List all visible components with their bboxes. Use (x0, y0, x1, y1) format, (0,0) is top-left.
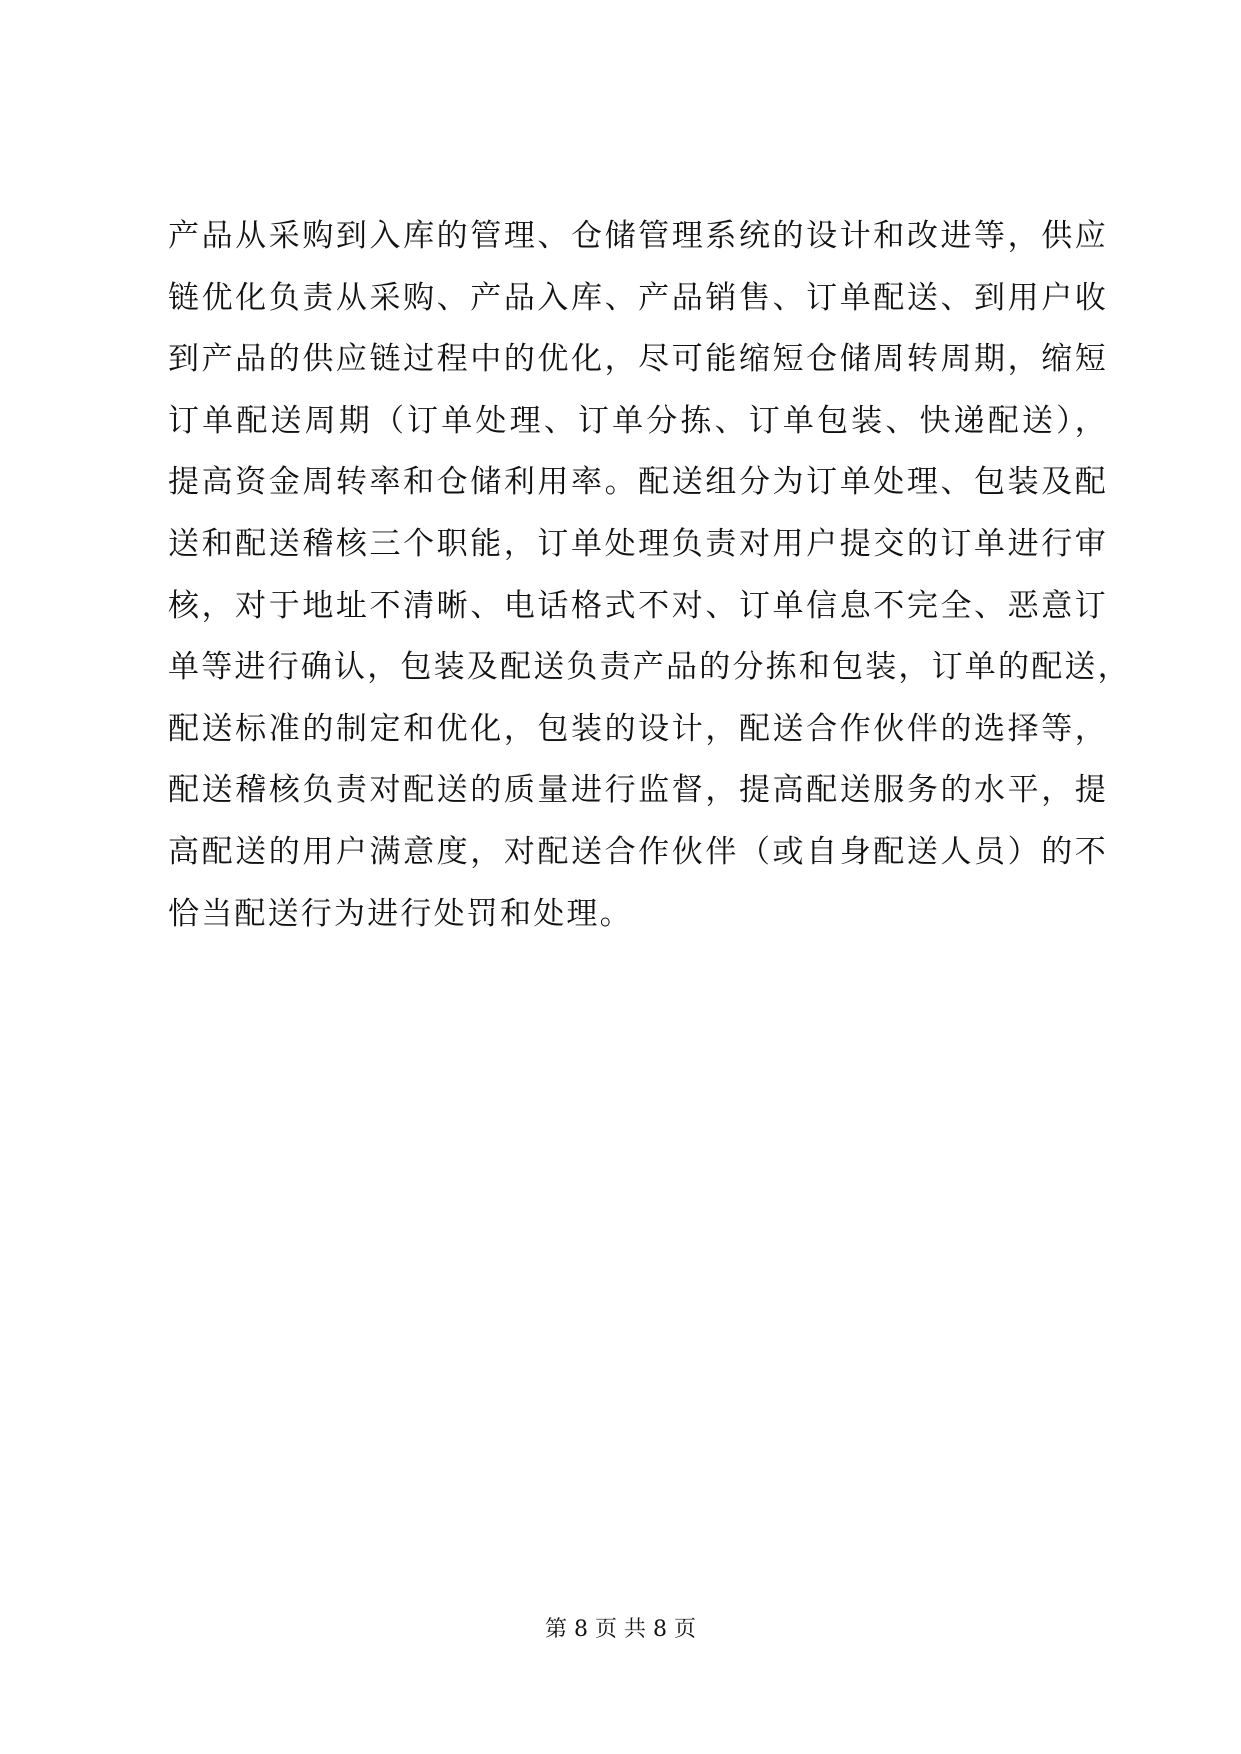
paragraph-line: 提高资金周转率和仓储利用率。配送组分为订单处理、包装及配 (168, 464, 1108, 501)
paragraph-line: 配送标准的制定和优化，包装的设计，配送合作伙伴的选择等， (168, 710, 1108, 747)
paragraph-line: 到产品的供应链过程中的优化，尽可能缩短仓储周转周期，缩短 (168, 341, 1108, 378)
paragraph-line: 单等进行确认，包装及配送负责产品的分拣和包装，订单的配送， (168, 649, 1131, 686)
paragraph-line: 链优化负责从采购、产品入库、产品销售、订单配送、到用户收 (168, 279, 1108, 316)
page-number-footer: 第 8 页 共 8 页 (545, 1617, 696, 1642)
paragraph-line: 核，对于地址不清晰、电话格式不对、订单信息不完全、恶意订 (168, 587, 1108, 624)
paragraph-line: 送和配送稽核三个职能，订单处理负责对用户提交的订单进行审 (168, 525, 1108, 562)
paragraph-line: 订单配送周期（订单处理、订单分拣、订单包装、快递配送）， (168, 402, 1108, 439)
paragraph-line: 配送稽核负责对配送的质量进行监督，提高配送服务的水平，提 (168, 772, 1108, 809)
body-paragraph (168, 206, 1131, 945)
paragraph-line: 恰当配送行为进行处罚和处理。 (168, 895, 633, 932)
paragraph-line: 高配送的用户满意度，对配送合作伙伴（或自身配送人员）的不 (168, 833, 1108, 870)
paragraph-line: 产品从采购到入库的管理、仓储管理系统的设计和改进等，供应 (168, 218, 1108, 254)
